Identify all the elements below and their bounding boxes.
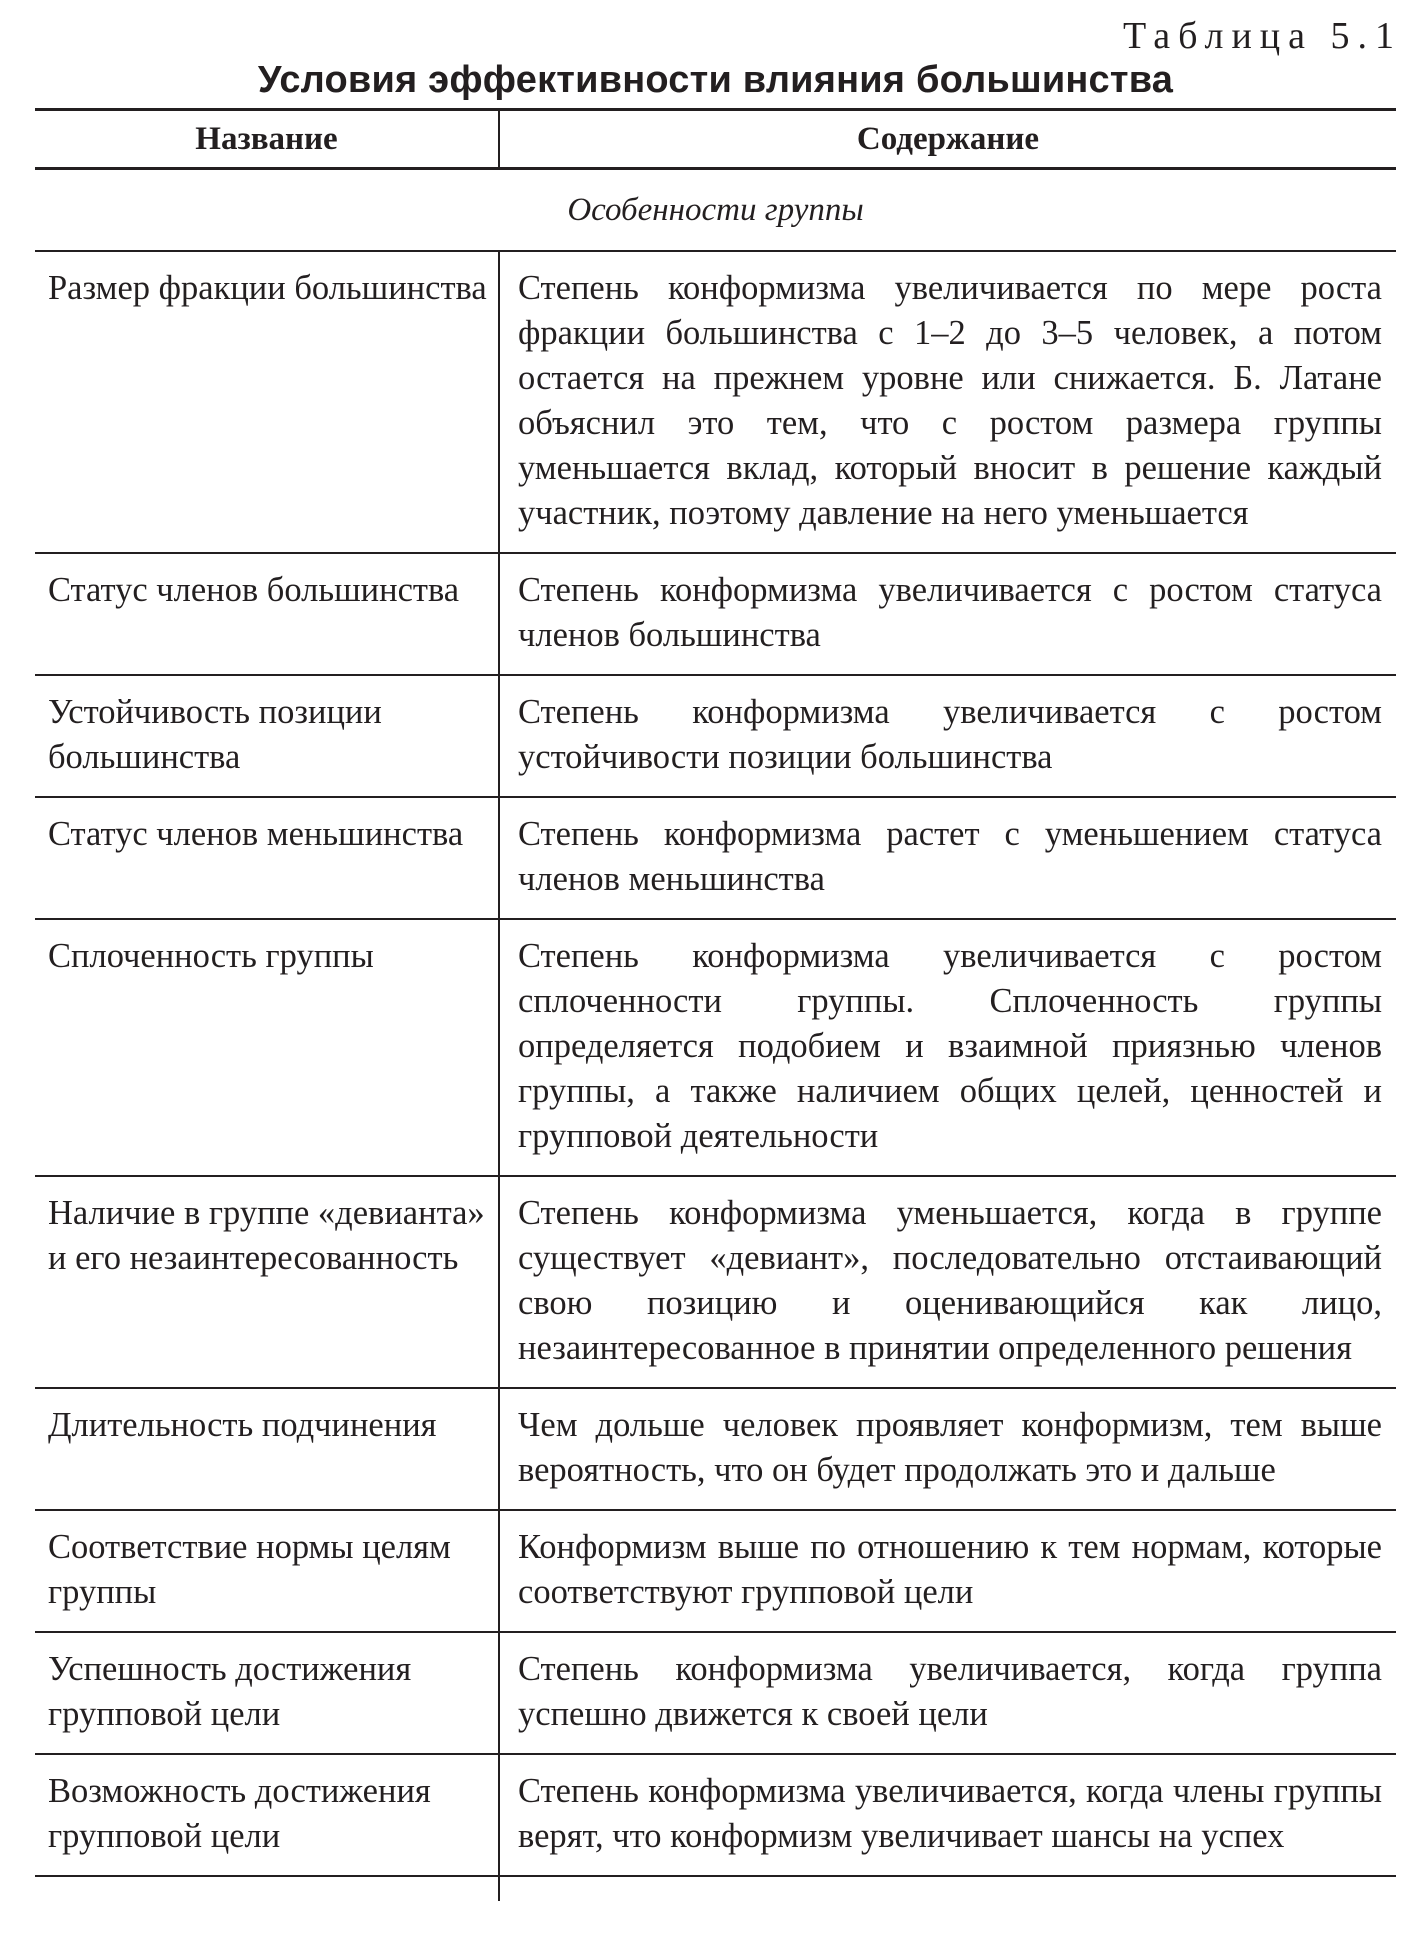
table-row	[35, 919, 1396, 1176]
row-name-cell: Устойчивость позиции большинства	[35, 675, 499, 797]
row-content-cell: Степень конформизма увеличивается, когда члены группы верят, что конформизм увеличивает шансы на успех	[518, 1772, 1382, 1855]
table-row	[35, 251, 1396, 553]
row-content-cell: Степень конформизма увеличивается, когда группа успешно движется к своей цели	[518, 1650, 1382, 1733]
section-title: Особенности группы	[35, 169, 1396, 252]
conditions-table	[35, 108, 1396, 1901]
table-body	[35, 251, 1396, 1876]
row-name-cell: Сплоченность группы	[35, 919, 499, 1176]
table-title: Условия эффективности влияния большинства	[257, 59, 1174, 101]
table-continuation-row	[35, 1876, 1396, 1901]
row-content-cell: Степень конформизма увеличивается с ростом сплоченности группы. Сплоченность группы определяется подобием и взаимной приязнью членов группы, а также наличием общих целей, ценностей и групповой деятельности	[518, 937, 1382, 1155]
table-row	[35, 1754, 1396, 1876]
section-row	[35, 169, 1396, 252]
row-name-cell: Статус членов меньшинства	[35, 797, 499, 919]
table-row	[35, 1632, 1396, 1754]
row-content-cell: Степень конформизма увеличивается по мере роста фракции большинства с 1–2 до 3–5 человек, а потом остается на прежнем уровне или снижается. Б. Латане объяснил это тем, что с ростом размера группы уменьшается вклад, который вносит в решение каждый участник, поэтому давление на него уменьшается	[518, 269, 1382, 532]
document-page	[35, 14, 1402, 1901]
row-name-cell: Размер фракции большинства	[35, 251, 499, 553]
row-name-cell: Возможность достижения групповой цели	[35, 1754, 499, 1876]
row-content-cell: Степень конформизма уменьшается, когда в группе существует «девиант», последовательно отстаивающий свою позицию и оценивающийся как лицо, незаинтересованное в принятии определенного решения	[518, 1194, 1382, 1367]
row-name-cell: Длительность подчинения	[35, 1388, 499, 1510]
table-row	[35, 553, 1396, 675]
table-row	[35, 675, 1396, 797]
table-header-row	[35, 110, 1396, 169]
table-number: Таблица 5.1	[1122, 15, 1402, 57]
row-name-cell: Статус членов большинства	[35, 553, 499, 675]
table-row	[35, 797, 1396, 919]
row-name-cell: Соответствие нормы целям группы	[35, 1510, 499, 1632]
table-row	[35, 1176, 1396, 1388]
row-name-cell: Наличие в группе «девианта» и его незаинтересованность	[35, 1176, 499, 1388]
row-content-cell: Степень конформизма увеличивается с ростом устойчивости позиции большинства	[518, 693, 1382, 776]
row-content-cell: Степень конформизма растет с уменьшением статуса членов меньшинства	[518, 815, 1382, 898]
continuation-cell-name	[35, 1876, 499, 1901]
table-row	[35, 1388, 1396, 1510]
row-content-cell: Степень конформизма увеличивается с ростом статуса членов большинства	[518, 571, 1382, 654]
column-header-content: Содержание	[856, 120, 1040, 157]
table-row	[35, 1510, 1396, 1632]
row-content-cell: Чем дольше человек проявляет конформизм, тем выше вероятность, что он будет продолжать это и дальше	[518, 1406, 1382, 1489]
row-name-cell: Успешность достижения групповой цели	[35, 1632, 499, 1754]
continuation-cell-content	[499, 1876, 1396, 1901]
column-header-name: Название	[35, 110, 499, 169]
row-content-cell: Конформизм выше по отношению к тем нормам, которые соответствуют групповой цели	[518, 1528, 1382, 1611]
